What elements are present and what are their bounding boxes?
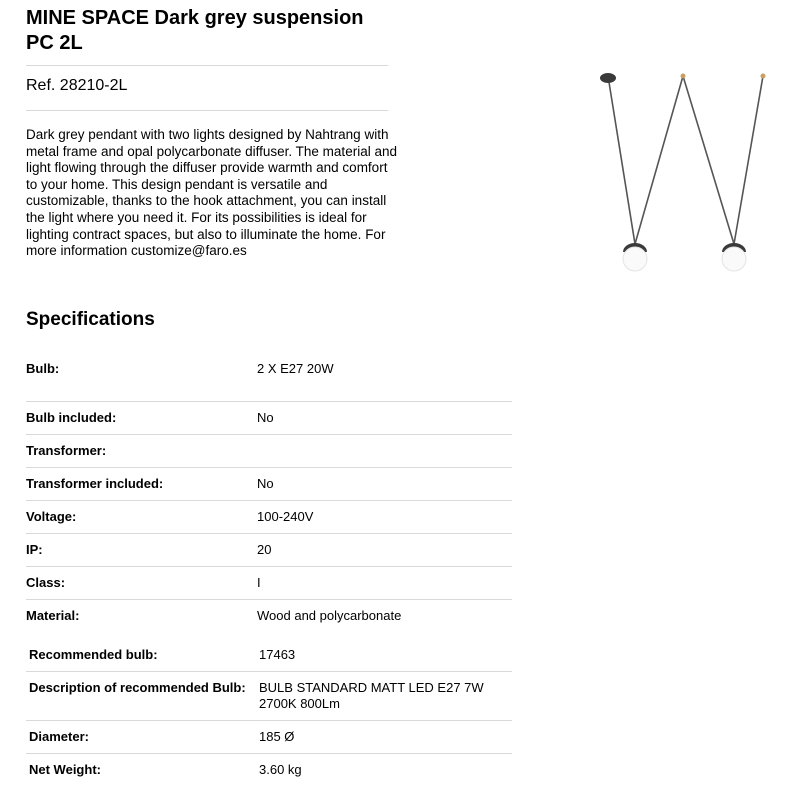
cable — [683, 76, 734, 244]
spec-label: Transformer included: — [26, 476, 164, 491]
product-description: Dark grey pendant with two lights designed by Nahtrang with metal frame and opal polycarbonate diffuser. The material and light flowing through the diffuser provide warmth and comfort to your home. This design pendant is versatile and customizable, thanks to the hook attachment, you can install the light where you need it. For its possibilities is ideal for lighting contract spaces, but also to illuminate the home. For more information customize@faro.es — [26, 127, 397, 259]
lamp-globe — [623, 247, 647, 271]
product-reference: Ref. 28210-2L — [26, 77, 128, 94]
spec-row-ip — [26, 542, 512, 567]
cable — [608, 76, 635, 244]
spec-value: 3.60 kg — [259, 762, 302, 777]
spec-row-bulb-included — [26, 410, 512, 435]
spec-row-voltage — [26, 509, 512, 534]
spec-value: 2 X E27 20W — [257, 361, 334, 376]
spec-row-transformer-included — [26, 476, 512, 501]
specifications-heading: Specifications — [26, 309, 155, 330]
spec-row-transformer — [26, 443, 512, 468]
spec-value: I — [257, 575, 261, 590]
product-title: MINE SPACE Dark grey suspension PC 2L — [26, 7, 364, 54]
spec-row-net-weight — [26, 762, 512, 786]
spec-label: Voltage: — [26, 509, 77, 524]
product-image — [588, 66, 778, 288]
cable — [635, 76, 683, 244]
spec-value: No — [257, 476, 274, 491]
ceiling-hook — [761, 74, 766, 79]
spec-value: Wood and polycarbonate — [257, 608, 402, 623]
cable — [734, 76, 763, 244]
title-divider — [26, 65, 388, 66]
spec-label: Transformer: — [26, 443, 107, 458]
spec-row-diameter — [26, 729, 512, 754]
spec-label: Net Weight: — [29, 762, 101, 777]
ceiling-hook — [681, 74, 686, 79]
spec-row-class — [26, 575, 512, 600]
spec-value: 100-240V — [257, 509, 314, 524]
spec-row-bulb — [26, 361, 512, 402]
spec-row-recommended-bulb-description — [26, 680, 512, 721]
spec-label: Bulb included: — [26, 410, 117, 425]
spec-row-material — [26, 608, 512, 632]
spec-value: BULB STANDARD MATT LED E27 7W 2700K 800Lm — [259, 680, 484, 711]
spec-label: Description of recommended Bulb: — [29, 680, 246, 695]
spec-label: Material: — [26, 608, 80, 623]
spec-value: 185 Ø — [259, 729, 295, 744]
spec-label: Class: — [26, 575, 66, 590]
spec-label: Bulb: — [26, 361, 60, 376]
reference-divider — [26, 110, 388, 111]
spec-value: 17463 — [259, 647, 296, 662]
lamp-globe — [722, 247, 746, 271]
spec-value: No — [257, 410, 274, 425]
spec-label: Diameter: — [29, 729, 89, 744]
spec-row-recommended-bulb — [26, 647, 512, 672]
spec-label: Recommended bulb: — [29, 647, 158, 662]
ceiling-canopy — [600, 73, 616, 83]
spec-value: 20 — [257, 542, 272, 557]
spec-label: IP: — [26, 542, 43, 557]
